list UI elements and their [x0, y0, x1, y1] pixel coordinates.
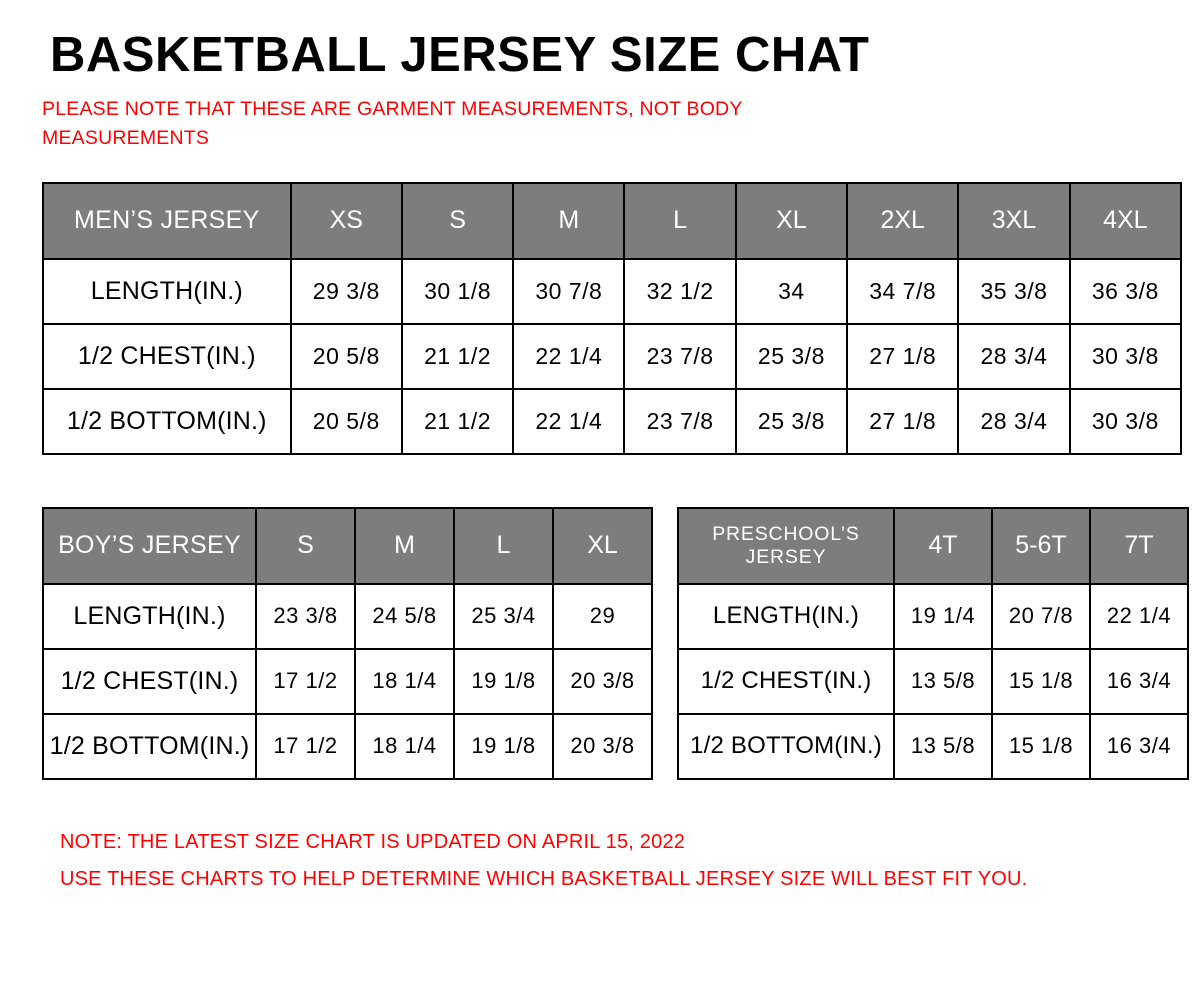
row-label: LENGTH(IN.): [43, 584, 256, 649]
cell-value: 22 1/4: [513, 389, 624, 454]
cell-value: 16 3/4: [1090, 714, 1188, 779]
cell-value: 20 3/8: [553, 714, 652, 779]
cell-value: 16 3/4: [1090, 649, 1188, 714]
table-row: [43, 324, 1181, 389]
cell-value: 17 1/2: [256, 649, 355, 714]
preschool-header-title: PRESCHOOL’S JERSEY: [678, 508, 894, 584]
cell-value: 32 1/2: [624, 259, 735, 324]
table-row: [678, 649, 1188, 714]
cell-value: 19 1/8: [454, 714, 553, 779]
preschool-header-size: 5-6T: [992, 508, 1090, 584]
bottom-notes: [60, 824, 1176, 898]
row-label: 1/2 BOTTOM(IN.): [678, 714, 894, 779]
table-row: [43, 584, 652, 649]
cell-value: 19 1/8: [454, 649, 553, 714]
cell-value: 25 3/4: [454, 584, 553, 649]
boys-header-title: BOY’S JERSEY: [43, 508, 256, 584]
table-row: [43, 259, 1181, 324]
cell-value: 21 1/2: [402, 389, 513, 454]
table-header-row: [678, 508, 1188, 584]
row-label: LENGTH(IN.): [43, 259, 291, 324]
update-note: NOTE: THE LATEST SIZE CHART IS UPDATED ON APRIL 15, 2022: [60, 830, 686, 853]
table-header-row: [43, 183, 1181, 259]
preschool-header-size: 7T: [1090, 508, 1188, 584]
cell-value: 35 3/8: [958, 259, 1069, 324]
cell-value: 13 5/8: [894, 649, 992, 714]
row-label: 1/2 CHEST(IN.): [43, 649, 256, 714]
cell-value: 23 3/8: [256, 584, 355, 649]
cell-value: 29: [553, 584, 652, 649]
cell-value: 30 7/8: [513, 259, 624, 324]
cell-value: 34 7/8: [847, 259, 958, 324]
mens-header-size: XS: [291, 183, 402, 259]
row-label: 1/2 CHEST(IN.): [43, 324, 291, 389]
mens-header-size: 2XL: [847, 183, 958, 259]
mens-header-title: MEN’S JERSEY: [43, 183, 291, 259]
cell-value: 13 5/8: [894, 714, 992, 779]
boys-jersey-size-table: [42, 507, 653, 780]
cell-value: 17 1/2: [256, 714, 355, 779]
cell-value: 18 1/4: [355, 714, 454, 779]
lower-tables-row: [42, 507, 1176, 780]
mens-header-size: M: [513, 183, 624, 259]
mens-header-size: 4XL: [1070, 183, 1181, 259]
mens-header-size: 3XL: [958, 183, 1069, 259]
table-row: [43, 649, 652, 714]
cell-value: 28 3/4: [958, 324, 1069, 389]
boys-header-size: XL: [553, 508, 652, 584]
mens-header-size: XL: [736, 183, 847, 259]
cell-value: 22 1/4: [1090, 584, 1188, 649]
cell-value: 21 1/2: [402, 324, 513, 389]
garment-measurement-note: PLEASE NOTE THAT THESE ARE GARMENT MEASUREMENTS, NOT BODY MEASUREMENTS: [42, 98, 743, 149]
table-row: [678, 584, 1188, 649]
cell-value: 28 3/4: [958, 389, 1069, 454]
cell-value: 20 5/8: [291, 324, 402, 389]
cell-value: 18 1/4: [355, 649, 454, 714]
cell-value: 29 3/8: [291, 259, 402, 324]
cell-value: 30 1/8: [402, 259, 513, 324]
cell-value: 20 5/8: [291, 389, 402, 454]
row-label: 1/2 CHEST(IN.): [678, 649, 894, 714]
cell-value: 30 3/8: [1070, 324, 1181, 389]
boys-header-size: S: [256, 508, 355, 584]
cell-value: 24 5/8: [355, 584, 454, 649]
boys-header-size: M: [355, 508, 454, 584]
mens-header-size: L: [624, 183, 735, 259]
page-title: BASKETBALL JERSEY SIZE CHAT: [50, 28, 870, 82]
row-label: 1/2 BOTTOM(IN.): [43, 714, 256, 779]
boys-header-size: L: [454, 508, 553, 584]
preschool-header-size: 4T: [894, 508, 992, 584]
cell-value: 22 1/4: [513, 324, 624, 389]
row-label: LENGTH(IN.): [678, 584, 894, 649]
usage-note: USE THESE CHARTS TO HELP DETERMINE WHICH BASKETBALL JERSEY SIZE WILL BEST FIT YOU.: [60, 867, 1028, 890]
cell-value: 23 7/8: [624, 324, 735, 389]
mens-jersey-size-table: [42, 182, 1182, 455]
cell-value: 34: [736, 259, 847, 324]
cell-value: 15 1/8: [992, 649, 1090, 714]
cell-value: 25 3/8: [736, 389, 847, 454]
mens-header-size: S: [402, 183, 513, 259]
cell-value: 25 3/8: [736, 324, 847, 389]
table-header-row: [43, 508, 652, 584]
table-row: [43, 389, 1181, 454]
table-row: [678, 714, 1188, 779]
cell-value: 27 1/8: [847, 389, 958, 454]
cell-value: 23 7/8: [624, 389, 735, 454]
cell-value: 15 1/8: [992, 714, 1090, 779]
preschool-jersey-size-table: [677, 507, 1189, 780]
cell-value: 27 1/8: [847, 324, 958, 389]
cell-value: 20 7/8: [992, 584, 1090, 649]
row-label: 1/2 BOTTOM(IN.): [43, 389, 291, 454]
cell-value: 19 1/4: [894, 584, 992, 649]
cell-value: 30 3/8: [1070, 389, 1181, 454]
table-row: [43, 714, 652, 779]
cell-value: 20 3/8: [553, 649, 652, 714]
cell-value: 36 3/8: [1070, 259, 1181, 324]
